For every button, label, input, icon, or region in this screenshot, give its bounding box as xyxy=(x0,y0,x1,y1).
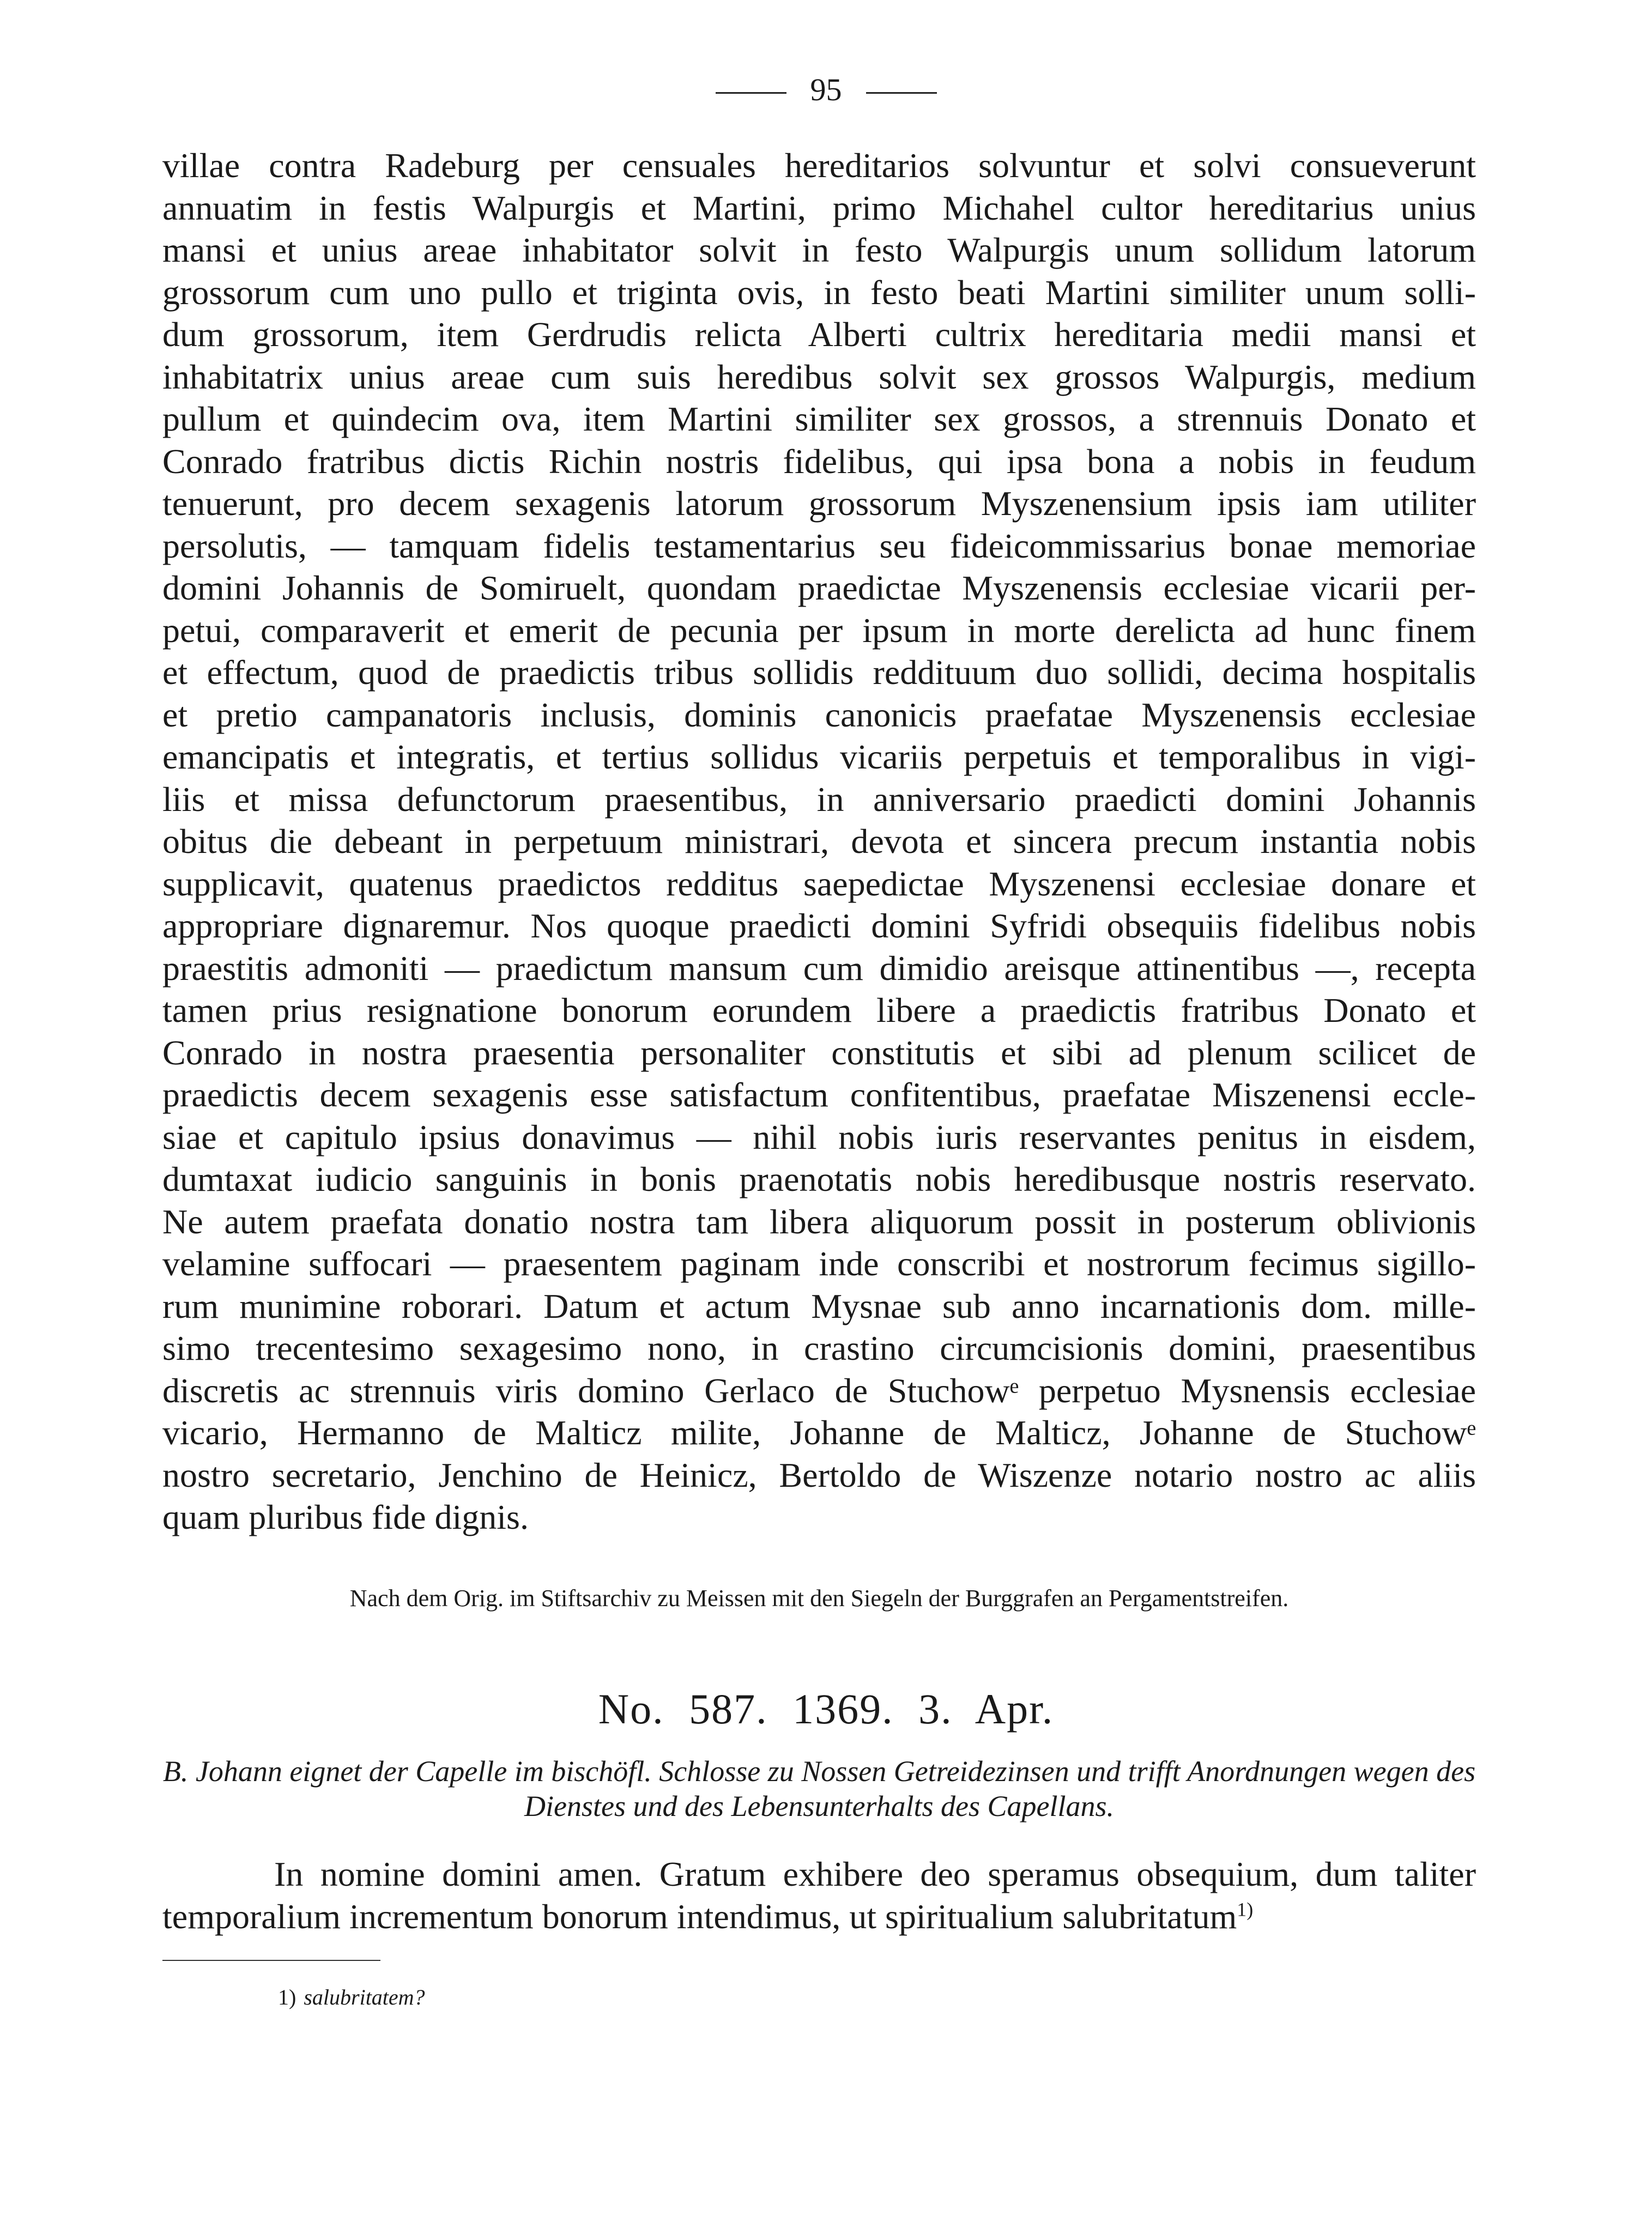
footnote-text: salubritatem? xyxy=(304,1985,425,2009)
body-line: appropriare dignaremur. Nos quoque praedicti domini Syfridi obsequiis fidelibus nobis xyxy=(162,906,1476,945)
body-line: dumtaxat iudicio sanguinis in bonis praenotatis nobis heredibusque nostris reservato. xyxy=(162,1160,1476,1198)
body-line: et pretio campanatoris inclusis, dominis canonicis praefatae Myszenensis ecclesiae xyxy=(162,695,1476,734)
body-line: emancipatis et integratis, et tertius sollidus vicariis perpetuis et temporalibus in vigi- xyxy=(162,737,1476,776)
body-line: nostro secretario, Jenchino de Heinicz, Bertoldo de Wiszenze notario nostro ac aliis xyxy=(162,1455,1476,1494)
body-line: vicario, Hermanno de Malticz milite, Johanne de Malticz, Johanne de Stuchowᵉ xyxy=(162,1413,1476,1452)
source-note: Nach dem Orig. im Stiftsarchiv zu Meissen mit den Siegeln der Burggrafen an Pergamentstreifen. xyxy=(349,1585,1289,1612)
body-line: pullum et quindecim ova, item Martini similiter sex grossos, a strennuis Donato et xyxy=(162,399,1476,438)
body-line: rum munimine roborari. Datum et actum Mysnae sub anno incarnationis dom. mille- xyxy=(162,1286,1476,1325)
header-dash-right xyxy=(866,92,937,94)
body-line: Conrado in nostra praesentia personaliter constitutis et sibi ad plenum scilicet de xyxy=(162,1033,1476,1072)
body-line: petui, comparaverit et emerit de pecunia per ipsum in morte derelicta ad hunc finem xyxy=(162,610,1476,650)
body-line: Conrado fratribus dictis Richin nostris fidelibus, qui ipsa bona a nobis in feudum xyxy=(162,441,1476,481)
body-line: velamine suffocari — praesentem paginam inde conscribi et nostrorum fecimus sigillo- xyxy=(162,1244,1476,1283)
body-line: mansi et unius areae inhabitator solvit in festo Walpurgis unum sollidum latorum xyxy=(162,231,1476,269)
body-line: persolutis, — tamquam fidelis testamentarius seu fideicommissarius bonae memoriae xyxy=(162,526,1476,565)
body-line: obitus die debeant in perpetuum ministrari, devota et sincera precum instantia nobis xyxy=(162,822,1476,861)
body-line: siae et capitulo ipsius donavimus — nihil nobis iuris reservantes penitus in eisdem, xyxy=(162,1117,1476,1157)
page-header xyxy=(0,71,1652,109)
body-line: supplicavit, quatenus praedictos redditus saepedictae Myszenensi ecclesiae donare et xyxy=(162,864,1476,903)
footnote-marker: 1) xyxy=(278,1985,296,2009)
body-line: praestitis admoniti — praedictum mansum cum dimidio areisque attinentibus —, recepta xyxy=(162,948,1476,988)
charter-body-text xyxy=(162,144,1476,1539)
document-heading: No. 587. 1369. 3. Apr. xyxy=(598,1685,1054,1733)
charter-opening xyxy=(162,1853,1476,1938)
body-line: quam pluribus fide dignis. xyxy=(162,1498,529,1536)
body-line: tenuerunt, pro decem sexagenis latorum grossorum Myszenensium ipsis iam utiliter xyxy=(162,484,1476,523)
body-line: discretis ac strennuis viris domino Gerlaco de Stuchowᵉ perpetuo Mysnensis ecclesiae xyxy=(162,1371,1476,1410)
body-line: dum grossorum, item Gerdrudis relicta Alberti cultrix hereditaria medii mansi et xyxy=(162,315,1476,354)
body-line: praedictis decem sexagenis esse satisfactum confitentibus, praefatae Miszenensi eccle- xyxy=(162,1075,1476,1114)
footnote-reference: 1) xyxy=(1237,1898,1254,1921)
body-line: annuatim in festis Walpurgis et Martini, primo Michahel cultor hereditarius unius xyxy=(162,188,1476,227)
footnote xyxy=(278,1984,425,2011)
body-line: villae contra Radeburg per censuales hereditarios solvuntur et solvi consueverunt xyxy=(162,146,1476,185)
header-dash-left xyxy=(716,92,786,94)
body-line: simo trecentesimo sexagesimo nono, in crastino circumcisionis domini, praesentibus xyxy=(162,1329,1476,1367)
regest-summary: B. Johann eignet der Capelle im bischöfl. Schlosse zu Nossen Getreidezinsen und trifft Anordnungen wegen des Dienstes und des Lebensunterhalts des Capellans. xyxy=(162,1755,1476,1823)
body-line: inhabitatrix unius areae cum suis heredibus solvit sex grossos Walpurgis, medium xyxy=(162,357,1476,396)
body-line: domini Johannis de Somiruelt, quondam praedictae Myszenensis ecclesiae vicarii per- xyxy=(162,568,1476,607)
opening-text: In nomine domini amen. Gratum exhibere deo speramus obsequium, dum taliter temporalium incrementum bonorum intendimus, ut spiritualium salubritatum xyxy=(162,1855,1476,1936)
body-line: grossorum cum uno pullo et triginta ovis, in festo beati Martini similiter unum solli- xyxy=(162,273,1476,312)
body-line: liis et missa defunctorum praesentibus, in anniversario praedicti domini Johannis xyxy=(162,779,1476,819)
page-number: 95 xyxy=(810,72,842,107)
body-line: et effectum, quod de praedictis tribus sollidis reddituum duo sollidi, decima hospitalis xyxy=(162,653,1476,692)
body-line: Ne autem praefata donatio nostra tam libera aliquorum possit in posterum oblivionis xyxy=(162,1202,1476,1241)
footnote-divider xyxy=(162,1960,380,1961)
body-line: tamen prius resignatione bonorum eorundem libere a praedictis fratribus Donato et xyxy=(162,991,1476,1030)
